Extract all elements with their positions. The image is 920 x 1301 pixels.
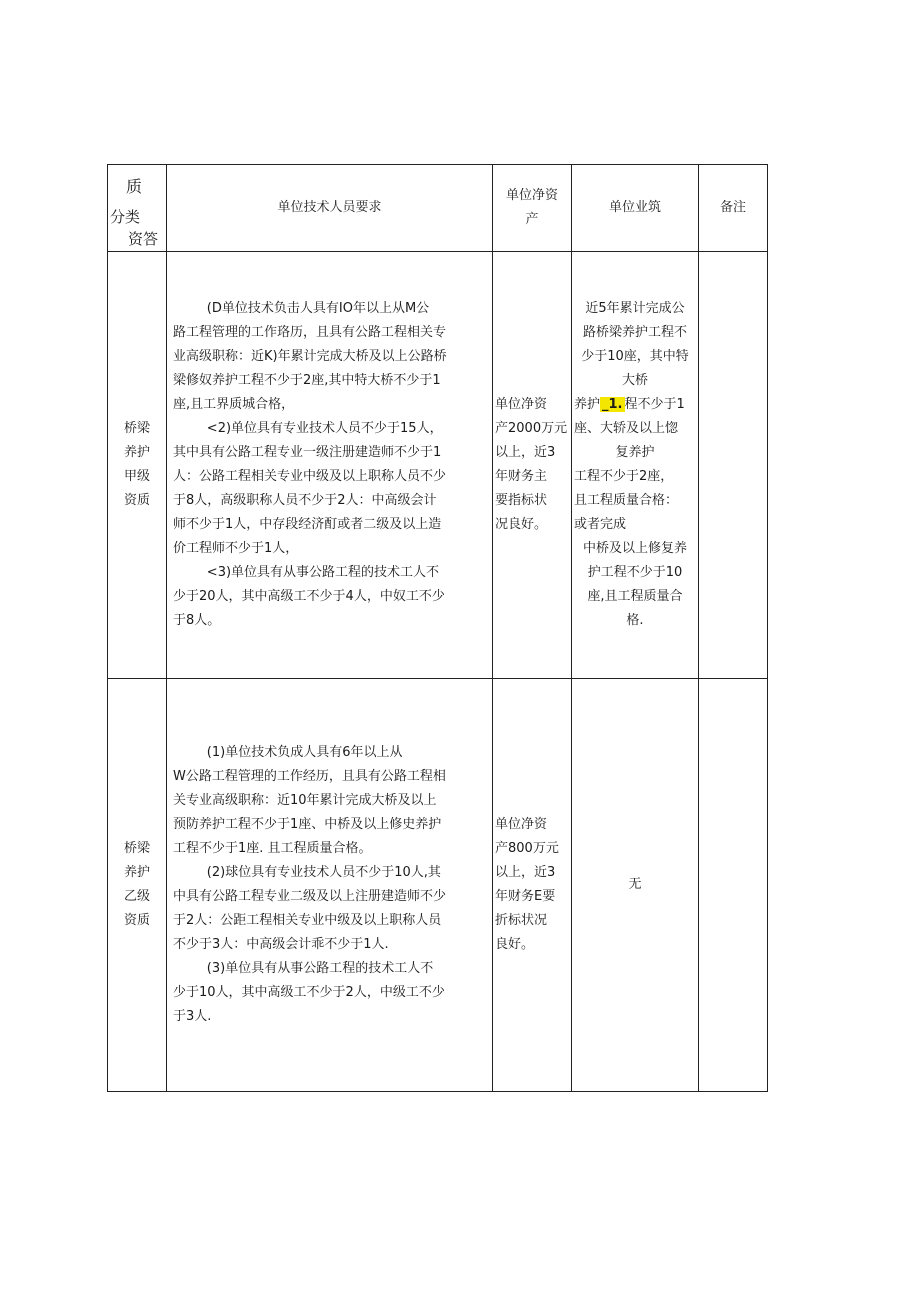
tech-line: 梁修奴养护工程不少于2座,其中特大桥不少于1 bbox=[173, 373, 441, 388]
tech-line: (2)球位具有专业技术人员不少于10人,其 bbox=[206, 865, 441, 880]
performance-line: 座,且工程质量合 bbox=[587, 589, 683, 604]
asset-line: 单位净资 bbox=[495, 817, 548, 832]
category-line: 甲级 bbox=[123, 469, 150, 484]
tech-line: 少于20人，其中高级工不少于4人，中奴工不少 bbox=[173, 589, 445, 604]
asset-line: 年财务E要 bbox=[495, 889, 556, 904]
remarks-cell bbox=[699, 252, 768, 679]
asset-line: 产2000万元 bbox=[495, 421, 568, 436]
table-row-grade-b bbox=[108, 679, 768, 1092]
performance-line: 复养护 bbox=[615, 445, 655, 460]
category-cell bbox=[108, 252, 167, 679]
tech-line: (D单位技术负击人具有IO年以上从M公 bbox=[206, 301, 430, 316]
performance-line: 护工程不少于10 bbox=[587, 565, 683, 580]
tech-requirements-cell bbox=[167, 252, 493, 679]
tech-line: 其中具有公路工程专业一级注册建造师不少于1 bbox=[173, 445, 442, 460]
asset-line: 单位净资 bbox=[495, 397, 548, 412]
category-line: 桥梁 bbox=[123, 841, 150, 856]
performance-fragment: 养护 bbox=[574, 397, 601, 412]
tech-line: (1)单位技术负成人具有6年以上从 bbox=[206, 745, 403, 760]
asset-line: 况良好。 bbox=[495, 517, 548, 532]
category-line: 养护 bbox=[123, 865, 150, 880]
header-category-line3: 资答 bbox=[128, 230, 159, 248]
performance-line: 且工程质量合格： bbox=[574, 493, 679, 508]
asset-line: 以上，近3 bbox=[495, 445, 556, 460]
category-cell bbox=[108, 679, 167, 1092]
highlighted-mark: _1. bbox=[602, 397, 623, 412]
performance-line: 大桥 bbox=[621, 373, 648, 388]
header-category-cell bbox=[108, 165, 167, 252]
tech-line: W公路工程管理的工作经历，且具有公路工程相 bbox=[173, 769, 446, 784]
asset-line: 产800万元 bbox=[495, 841, 559, 856]
header-category-line2: 分类 bbox=[110, 208, 141, 226]
performance-line: 格. bbox=[626, 613, 644, 628]
asset-line: 折标状况 bbox=[495, 913, 548, 928]
category-line: 资质 bbox=[123, 913, 150, 928]
tech-line: <3)单位具有从事公路工程的技术工人不 bbox=[206, 565, 440, 580]
tech-line: 路工程管理的工作珞历，且具有公路工程相关专 bbox=[173, 325, 447, 340]
tech-line: 不少于3人：中高级会计乖不少于1人. bbox=[173, 937, 389, 952]
category-line: 桥梁 bbox=[123, 421, 150, 436]
tech-line: 少于10人，其中高级工不少于2人，中级工不少 bbox=[173, 985, 445, 1000]
tech-line: 于3人. bbox=[173, 1009, 212, 1024]
tech-line: 于8人。 bbox=[173, 613, 221, 628]
net-assets-cell bbox=[493, 252, 572, 679]
asset-line: 年财务主 bbox=[495, 469, 548, 484]
asset-line: 要指标状 bbox=[495, 493, 548, 508]
performance-line: 中桥及以上修复养 bbox=[582, 541, 687, 556]
tech-line: 于8人，高级职称人员不少于2人：中高级会计 bbox=[173, 493, 437, 508]
tech-line: 师不少于1人，中存段经济酊或者二级及以上造 bbox=[173, 517, 442, 532]
tech-line: 座,且工界质城合格， bbox=[173, 397, 295, 412]
category-line: 资质 bbox=[123, 493, 150, 508]
tech-line: <2)单位具有专业技术人员不少于15人， bbox=[206, 421, 443, 436]
header-performance: 单位业筑 bbox=[572, 165, 699, 252]
performance-line: 少于10座，其中特 bbox=[581, 349, 689, 364]
performance-cell bbox=[572, 252, 699, 679]
performance-line-mixed bbox=[572, 393, 698, 417]
tech-line: 业高级职称：近K)年累计完成大桥及以上公路桥 bbox=[173, 349, 447, 364]
performance-line: 工程不少于2座， bbox=[574, 469, 674, 484]
tech-line: 关专业高级职称：近10年累计完成大桥及以上 bbox=[173, 793, 437, 808]
tech-line: 人：公路工程相关专业中级及以上职称人员不少 bbox=[173, 469, 447, 484]
asset-line: 以上，近3 bbox=[495, 865, 556, 880]
performance-cell bbox=[572, 679, 699, 1092]
tech-line: 价工程师不少于1人， bbox=[173, 541, 299, 556]
tech-line: 预防养护工程不少于1座、中桥及以上修史养护 bbox=[173, 817, 442, 832]
performance-fragment: 程不少于1 bbox=[624, 397, 685, 412]
tech-line: 工程不少于1座. 且工程质量合格。 bbox=[173, 841, 372, 856]
performance-line: 近5年累计完成公 bbox=[585, 301, 685, 316]
tech-requirements-cell bbox=[167, 679, 493, 1092]
tech-line: (3)单位具有从事公路工程的技术工人不 bbox=[206, 961, 434, 976]
header-net-assets bbox=[493, 165, 572, 252]
performance-line: 无 bbox=[628, 877, 642, 892]
header-remarks: 备注 bbox=[699, 165, 768, 252]
header-row bbox=[108, 165, 768, 252]
table-row-grade-a bbox=[108, 252, 768, 679]
qualification-table bbox=[107, 164, 768, 1092]
tech-line: 中具有公路工程专业二级及以上注册建造师不少 bbox=[173, 889, 447, 904]
header-category-line1: 质 bbox=[126, 177, 143, 196]
performance-line: 座、大轿及以上惚 bbox=[574, 421, 679, 436]
performance-line: 或者完成 bbox=[574, 517, 627, 532]
header-net-assets-line2: 产 bbox=[525, 212, 539, 227]
header-tech-requirements: 单位技术人员要求 bbox=[167, 165, 493, 252]
header-net-assets-line1: 单位净资 bbox=[505, 188, 558, 203]
tech-line: 于2人：公距工程相关专业中级及以上职称人员 bbox=[173, 913, 442, 928]
asset-line: 良好。 bbox=[495, 937, 535, 952]
performance-line: 路桥梁养护工程不 bbox=[582, 325, 687, 340]
remarks-cell bbox=[699, 679, 768, 1092]
category-line: 养护 bbox=[123, 445, 150, 460]
category-line: 乙级 bbox=[123, 889, 150, 904]
net-assets-cell bbox=[493, 679, 572, 1092]
